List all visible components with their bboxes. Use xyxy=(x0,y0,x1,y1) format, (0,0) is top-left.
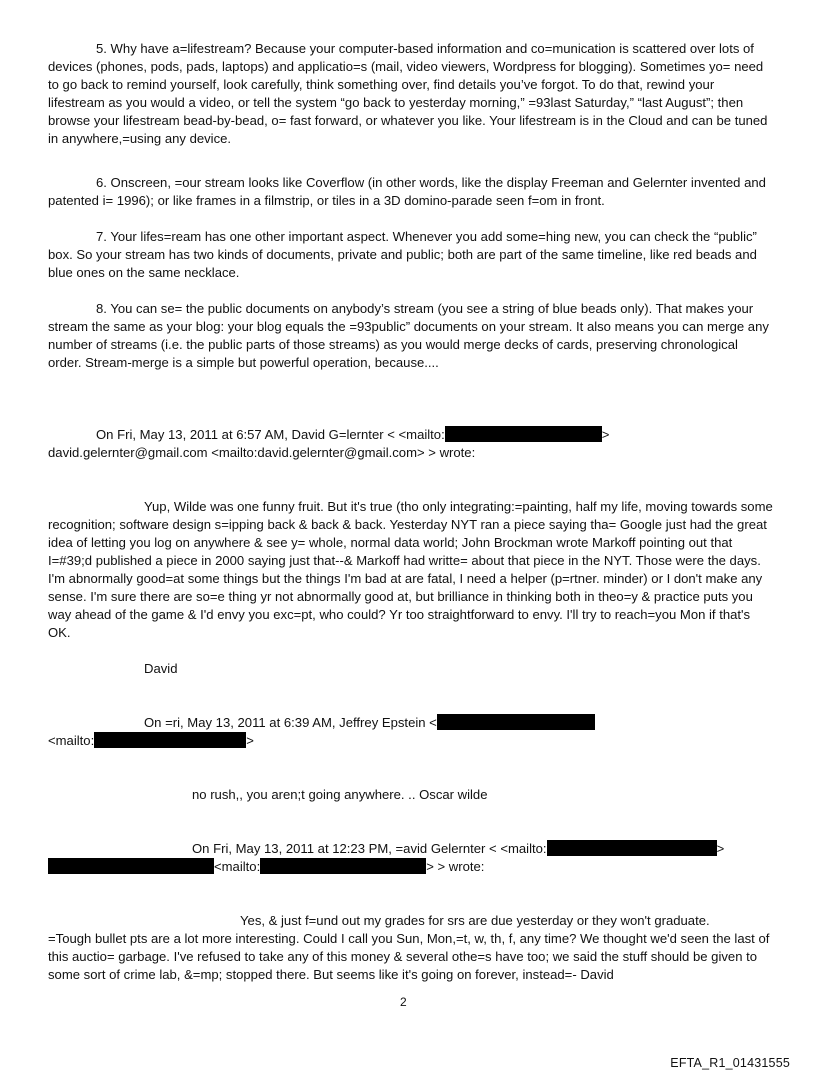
reply-3-body: =Tough bullet pts are a lot more interesting. Could I call you Sun, Mon,=t, w, th, f, any time? We thought we'd seen the last of this auctio= garbage. I've refused to take any of this money & several othe=s have too; we said the stuff should be given to some sort of crime lab, &=mp; stopped there. But seems like it's going on forever, instead=- David xyxy=(48,931,770,982)
paragraph-7: 7. Your lifes=ream has one other important aspect. Whenever you add some=hing new, you can check the “public” box. So your stream has two kinds of documents, private and public; both are part of the same timeline, like red beads and blue ones on the same necklace. xyxy=(48,229,757,280)
page-number: 2 xyxy=(400,995,407,1009)
quote-header-2-mailto: <mailto: xyxy=(48,733,95,748)
paragraph-5: 5. Why have a=lifestream? Because your computer-based information and co=munication is scattered over lots of devices (phones, pods, pads, laptops) and applicatio=s (mail, video viewers, Wordpress for blogging). Sometimes yo= need to go back to remind yourself, look carefully, think something over, find details you’ve forgot. To do that, rewind your lifestream as you would a video, or tell the system “go back to yesterday morning,” =93last Saturday,” “last August”; then browse your lifestream bead-by-bead, o= fast forward, or whatever you like. Your lifestream is in the Cloud and can be tuned in anywhere,=using any device. xyxy=(48,41,768,146)
reply-3-first-line: Yes, & just f=und out my grades for srs are due yesterday or they won't graduate. xyxy=(240,913,710,928)
quote-header-3-line2 xyxy=(48,858,484,876)
redaction-box xyxy=(260,858,426,874)
redaction-box xyxy=(547,840,717,856)
quote-header-3-text: On Fri, May 13, 2011 at 12:23 PM, =avid Gelernter < <mailto: xyxy=(192,841,547,856)
quote-header-2-end: > xyxy=(246,733,254,748)
reply-2-body: no rush,, you aren;t going anywhere. .. Oscar wilde xyxy=(192,787,488,802)
paragraph-6: 6. Onscreen, =our stream looks like Coverflow (in other words, like the display Freeman and Gelernter invented and patented i= 1996); or like frames in a filmstrip, or tiles in a 3D domino-parade seen f=om in front. xyxy=(48,175,766,208)
reply-1-body: Yup, Wilde was one funny fruit. But it's true (tho only integrating:=painting, half my life, moving towards some recognition; software design s=ipping back & back & back. Yesterday NYT ran a piece saying tha= Google just had the great idea of letting you log on anywhere & see y= whole, normal data world; John Brockman wrote Markoff pointing out that I=#39;d published a piece in 2000 saying just that--& Markoff had writte= about that piece in the NYT. Those were the days. I'm abnormally good=at some things but the things I'm bad at are fatal, I need a helper (p=rtner. minder) or I don't make any sense. I'm sure there are so=e thing yr not abnormally good at, but brilliance in thinking both in theo=y & practice puts you way ahead of the game & I'd envy you exc=pt, who could? Yr too straightforward to envy. I'll try to reach=you Mon if that's OK. xyxy=(48,499,773,640)
paragraph-8: 8. You can se= the public documents on anybody’s stream (you see a string of blue beads only). That makes your stream the same as your blog: your blog equals the =93public” documents on your stream. It also means you can merge any number of streams (i.e. the public parts of those streams) as you would merge decks of cards, preserving chronological order. Stream-merge is a simple but powerful operation, because.... xyxy=(48,301,769,370)
quote-header-2-line2 xyxy=(48,732,254,750)
redaction-box xyxy=(94,732,246,748)
quote-header-1-end: > xyxy=(601,427,610,442)
quote-header-1-text: On Fri, May 13, 2011 at 6:57 AM, David G=lernter < <mailto: xyxy=(96,427,445,442)
quote-header-1-line2: david.gelernter@gmail.com <mailto:david.gelernter@gmail.com> > wrote: xyxy=(48,445,476,460)
quote-header-2-text: On =ri, May 13, 2011 at 6:39 AM, Jeffrey Epstein < xyxy=(144,715,437,730)
reply-1-signature: David xyxy=(144,661,178,676)
quote-header-3-mailto: <mailto: xyxy=(214,859,261,874)
redaction-box xyxy=(445,426,602,442)
document-id-footer: EFTA_R1_01431555 xyxy=(670,1056,790,1070)
redaction-box xyxy=(48,858,214,874)
quote-header-1 xyxy=(96,426,609,444)
quote-header-3-end: > > wrote: xyxy=(426,859,485,874)
quote-header-3 xyxy=(192,840,724,858)
redaction-box xyxy=(437,714,595,730)
quote-header-2 xyxy=(144,714,595,732)
quote-header-3-end: > xyxy=(716,841,725,856)
